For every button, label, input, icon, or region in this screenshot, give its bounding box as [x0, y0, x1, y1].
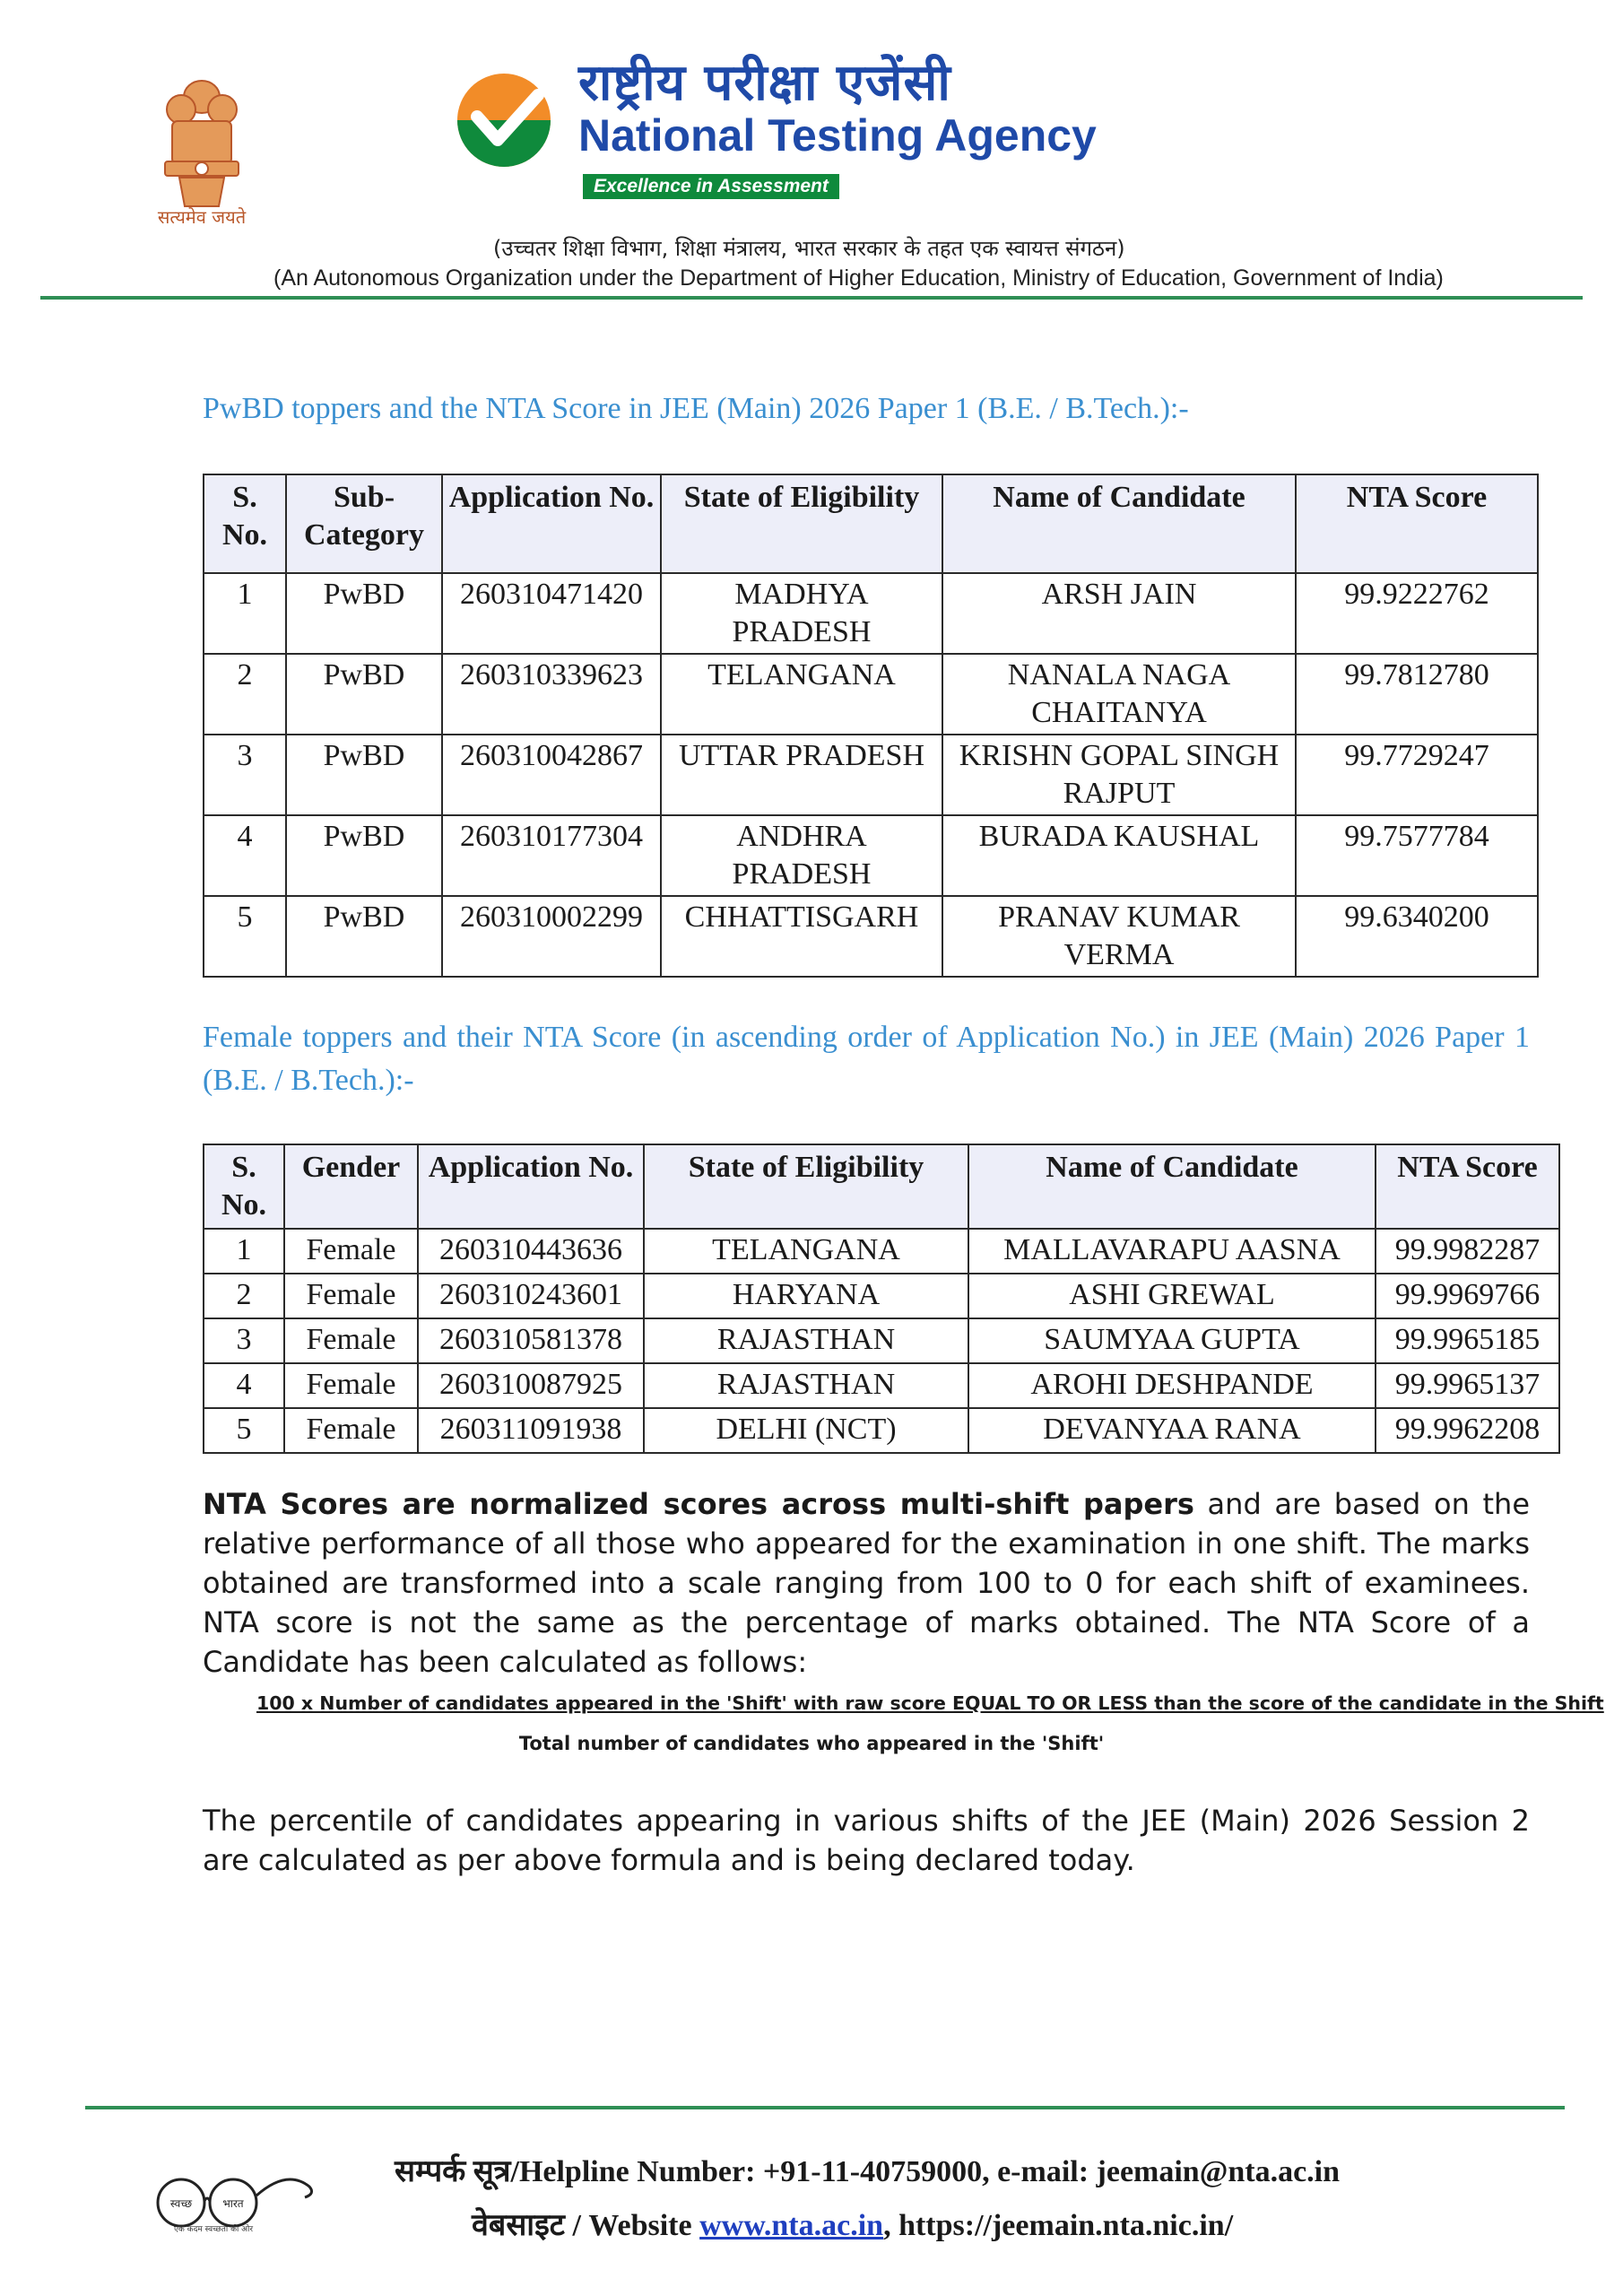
table-row: [204, 1318, 1559, 1363]
website-label: वेबसाइट / Website: [472, 2209, 700, 2242]
name-cell: PRANAV KUMAR VERMA: [942, 896, 1296, 977]
female-toppers-table: [203, 1144, 1560, 1454]
serial-cell: 4: [204, 815, 286, 896]
name-cell: SAUMYAA GUPTA: [968, 1318, 1376, 1363]
score-cell: 99.9965185: [1376, 1318, 1559, 1363]
name-cell: DEVANYAA RANA: [968, 1408, 1376, 1453]
gender-cell: Female: [284, 1274, 418, 1318]
name-cell: BURADA KAUSHAL: [942, 815, 1296, 896]
female-heading: Female toppers and their NTA Score (in ascending order of Application No.) in JEE (Main) 2026 Paper 1 (B.E. / B.Tech.):-: [203, 1021, 1530, 1097]
formula-numerator: 100 x Number of candidates appeared in the 'Shift' with raw score EQUAL TO OR LESS than the score of the candidate in the Shift: [256, 1692, 1604, 1714]
header-divider: [40, 296, 1583, 300]
swachh-caption: एक कदम स्वच्छता की ओर: [173, 2225, 254, 2234]
ashoka-emblem-icon: [152, 72, 251, 215]
state-cell: MADHYA PRADESH: [661, 573, 942, 654]
column-header: Name of Candidate: [968, 1144, 1376, 1229]
score-cell: 99.7812780: [1296, 654, 1538, 735]
table-row: [204, 815, 1538, 896]
serial-cell: 3: [204, 1318, 284, 1363]
serial-cell: 3: [204, 735, 286, 815]
name-cell: ASHI GREWAL: [968, 1274, 1376, 1318]
hindi-subtitle: (उच्चतर शिक्षा विभाग, शिक्षा मंत्रालय, भारत सरकार के तहत एक स्वायत्त संगठन): [493, 236, 1125, 261]
nta-logo-icon: [448, 65, 560, 177]
table-header-row: [204, 474, 1538, 573]
application-cell: 260310002299: [442, 896, 661, 977]
table-row: [204, 735, 1538, 815]
state-cell: RAJASTHAN: [644, 1318, 968, 1363]
explanation-text: and are based on the relative performance of all those who appeared for the examination in one shift. The marks obtained are transformed into a scale ranging from 100 to 0 for each shift of examinees. NTA score is not the same as the percentage of marks obtained. The NTA Score of a Candidate has been calculated as follows:: [203, 1487, 1531, 1679]
gender-cell: Female: [284, 1363, 418, 1408]
table-row: [204, 896, 1538, 977]
column-header: Name of Candidate: [942, 474, 1296, 573]
category-cell: PwBD: [286, 654, 442, 735]
column-header: Gender: [284, 1144, 418, 1229]
serial-cell: 5: [204, 896, 286, 977]
application-cell: 260310443636: [418, 1229, 644, 1274]
gender-cell: Female: [284, 1229, 418, 1274]
column-header: NTA Score: [1376, 1144, 1559, 1229]
name-cell: NANALA NAGA CHAITANYA: [942, 654, 1296, 735]
category-cell: PwBD: [286, 815, 442, 896]
website-line: [472, 2203, 1233, 2244]
gender-cell: Female: [284, 1318, 418, 1363]
agency-english-title: National Testing Agency: [578, 110, 1097, 161]
state-cell: TELANGANA: [644, 1229, 968, 1274]
state-cell: CHHATTISGARH: [661, 896, 942, 977]
table-header-row: [204, 1144, 1559, 1229]
column-header: Application No.: [418, 1144, 644, 1229]
table-row: [204, 1363, 1559, 1408]
table-row: [204, 1274, 1559, 1318]
footer-divider: [85, 2106, 1565, 2109]
state-cell: UTTAR PRADESH: [661, 735, 942, 815]
score-cell: 99.9969766: [1376, 1274, 1559, 1318]
score-cell: 99.6340200: [1296, 896, 1538, 977]
agency-tagline: Excellence in Assessment: [583, 174, 839, 199]
name-cell: ARSH JAIN: [942, 573, 1296, 654]
english-subtitle: (An Autonomous Organization under the Department of Higher Education, Ministry of Education, Government of India): [273, 265, 1444, 291]
explanation-bold-lead: NTA Scores are normalized scores across multi-shift papers: [203, 1487, 1194, 1521]
application-cell: 260310042867: [442, 735, 661, 815]
application-cell: 260310581378: [418, 1318, 644, 1363]
nta-website-link[interactable]: www.nta.ac.in: [699, 2209, 884, 2242]
formula-denominator: Total number of candidates who appeared in the 'Shift': [518, 1733, 1105, 1754]
application-cell: 260310177304: [442, 815, 661, 896]
serial-cell: 2: [204, 1274, 284, 1318]
column-header: State of Eligibility: [661, 474, 942, 573]
gender-cell: Female: [284, 1408, 418, 1453]
agency-hindi-title: राष्ट्रीय परीक्षा एजेंसी: [578, 54, 951, 112]
column-header: S. No.: [204, 474, 286, 573]
serial-cell: 1: [204, 1229, 284, 1274]
table-row: [204, 1229, 1559, 1274]
state-cell: TELANGANA: [661, 654, 942, 735]
score-cell: 99.9222762: [1296, 573, 1538, 654]
name-cell: MALLAVARAPU AASNA: [968, 1229, 1376, 1274]
application-cell: 260310471420: [442, 573, 661, 654]
name-cell: AROHI DESHPANDE: [968, 1363, 1376, 1408]
category-cell: PwBD: [286, 896, 442, 977]
pwbd-heading: PwBD toppers and the NTA Score in JEE (Main) 2026 Paper 1 (B.E. / B.Tech.):-: [203, 392, 1189, 425]
category-cell: PwBD: [286, 735, 442, 815]
state-cell: HARYANA: [644, 1274, 968, 1318]
table-row: [204, 1408, 1559, 1453]
score-cell: 99.9962208: [1376, 1408, 1559, 1453]
score-cell: 99.9982287: [1376, 1229, 1559, 1274]
serial-cell: 5: [204, 1408, 284, 1453]
state-cell: RAJASTHAN: [644, 1363, 968, 1408]
score-cell: 99.9965137: [1376, 1363, 1559, 1408]
application-cell: 260310243601: [418, 1274, 644, 1318]
jeemain-website-text: , https://jeemain.nta.nic.in/: [883, 2209, 1234, 2242]
category-cell: PwBD: [286, 573, 442, 654]
column-header: NTA Score: [1296, 474, 1538, 573]
state-cell: ANDHRA PRADESH: [661, 815, 942, 896]
pwbd-toppers-table: [203, 474, 1539, 978]
column-header: Sub-Category: [286, 474, 442, 573]
table-row: [204, 654, 1538, 735]
application-cell: 260310087925: [418, 1363, 644, 1408]
closing-paragraph: The percentile of candidates appearing in various shifts of the JEE (Main) 2026 Session 2 are calculated as per above formula and is being declared today.: [203, 1804, 1530, 1877]
serial-cell: 1: [204, 573, 286, 654]
application-cell: 260311091938: [418, 1408, 644, 1453]
score-cell: 99.7729247: [1296, 735, 1538, 815]
state-cell: DELHI (NCT): [644, 1408, 968, 1453]
nta-score-explanation: [203, 1484, 1530, 1682]
serial-cell: 4: [204, 1363, 284, 1408]
bharat-word: भारत: [222, 2197, 244, 2210]
column-header: Application No.: [442, 474, 661, 573]
name-cell: KRISHN GOPAL SINGH RAJPUT: [942, 735, 1296, 815]
column-header: S. No.: [204, 1144, 284, 1229]
table-row: [204, 573, 1538, 654]
serial-cell: 2: [204, 654, 286, 735]
swachh-word: स्वच्छ: [169, 2197, 193, 2210]
emblem-motto: सत्यमेव जयते: [157, 206, 247, 228]
helpline-text: सम्पर्क सूत्र/Helpline Number: +91-11-40759000, e-mail: jeemain@nta.ac.in: [395, 2155, 1341, 2188]
column-header: State of Eligibility: [644, 1144, 968, 1229]
score-cell: 99.7577784: [1296, 815, 1538, 896]
application-cell: 260310339623: [442, 654, 661, 735]
